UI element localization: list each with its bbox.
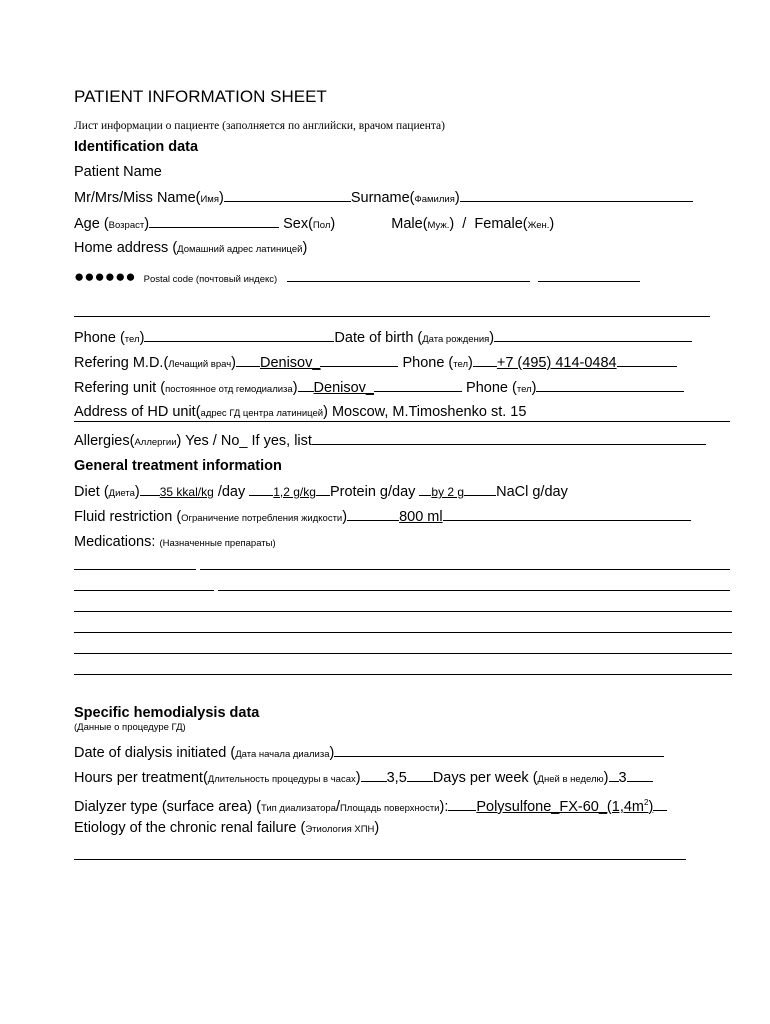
hd-address-line	[74, 421, 730, 422]
male-option[interactable]: Male(Муж.)	[391, 216, 455, 232]
etiology-label: Etiology of the chronic renal failure (	[74, 820, 306, 836]
phone2-label: Phone (	[402, 355, 454, 371]
fluid-ru: Ограничение потребления жидкости	[181, 513, 343, 524]
phone-field[interactable]	[144, 328, 334, 342]
medications-line-4[interactable]	[74, 632, 732, 633]
etiology-row: Etiology of the chronic renal failure (Этиология ХПН)	[74, 820, 380, 836]
allergies-list-field[interactable]	[312, 431, 706, 445]
dialyzer-ru-type: Тип диализатора	[260, 802, 336, 814]
phone3-label: Phone (	[466, 380, 517, 396]
phone-label: Phone (	[74, 330, 125, 346]
fluid-label: Fluid restriction (	[74, 509, 182, 525]
etiology-ru: Этиология ХПН	[305, 824, 375, 835]
age-sex-row: Age (Возраст) Sex(Пол) Male(Муж.) / Female(Жен.)	[74, 216, 555, 232]
postal-code-label: Postal code (почтовый индекс)	[143, 274, 278, 285]
postal-code-field[interactable]	[287, 268, 530, 282]
hd-address-row: Address of HD unit(адрес ГД центра латиницей) Moscow, M.Timoshenko st. 15	[74, 404, 527, 420]
home-address-label: Home address (	[74, 240, 178, 256]
name-ru: Имя	[200, 194, 219, 205]
medications-line-2b[interactable]	[218, 590, 730, 591]
hd-address-value[interactable]: Moscow, M.Timoshenko st. 15	[331, 404, 527, 420]
name-field[interactable]	[224, 188, 351, 202]
nacl-label: NaCl g/day	[496, 484, 568, 500]
referring-unit-row: Refering unit (постоянное отд гемодиализа) Denisov_ Phone (тел)	[74, 378, 684, 399]
dialyzer-row: Dialyzer type (surface area) (Тип диализатора/Площадь поверхности): $Polysulfone\_FX-60\_(1,4m^2)$	[74, 794, 667, 818]
medications-line-6[interactable]	[74, 674, 732, 675]
postal-code-field-2[interactable]	[538, 268, 640, 282]
allergies-label: Allergies(	[74, 433, 135, 449]
medications-line-1a[interactable]	[74, 569, 196, 570]
protein-value[interactable]: 1,2 g/kg	[273, 485, 316, 499]
allergies-options[interactable]: Yes / No	[185, 433, 240, 449]
hd-address-label: Address of HD unit(	[74, 404, 201, 420]
diet-ru: Диета	[108, 488, 135, 499]
general-heading: General treatment information	[74, 458, 282, 474]
referring-md-label: Refering M.D.(	[74, 355, 169, 371]
hours-days-row: Hours per treatment(Длительность процедуры в часах) 3,5 Days per week (Дней в неделю) 3	[74, 768, 653, 789]
diet-kcal-value[interactable]: 35 kkal/kg	[159, 485, 214, 499]
medications-line-1b[interactable]	[200, 569, 730, 570]
medications-ru: (Назначенные препараты)	[159, 538, 276, 549]
fluid-value[interactable]: 800 ml	[399, 509, 443, 525]
dialyzer-value[interactable]: $Polysulfone\_FX-60\_(1,4m^2)$	[476, 798, 654, 815]
dialysis-date-label: Date of dialysis initiated (	[74, 745, 236, 761]
etiology-line[interactable]	[74, 859, 686, 860]
hd-address-ru: адрес ГД центра латиницей	[200, 408, 324, 419]
postal-row	[74, 268, 640, 289]
referring-unit-value[interactable]: Denisov_	[313, 380, 374, 396]
patient-name-label: Patient Name	[74, 164, 162, 180]
per-day-label: /day	[217, 484, 246, 500]
phone2-value[interactable]: +7 (495) 414-0484	[496, 355, 617, 371]
hours-value[interactable]: 3,5	[386, 770, 407, 786]
medications-line-5[interactable]	[74, 653, 732, 654]
home-address-ru: Домашний адрес латиницей	[177, 244, 303, 255]
nacl-value[interactable]: by 2 g	[431, 485, 465, 499]
identification-heading: Identification data	[74, 139, 199, 155]
dialyzer-ru-area: Площадь поверхности	[339, 802, 440, 814]
hours-ru: Длительность процедуры в часах	[207, 774, 356, 785]
allergies-ru: Аллергии	[134, 437, 177, 448]
dob-field[interactable]	[494, 328, 692, 342]
dialysis-date-ru: Дата начала диализа	[235, 749, 330, 760]
referring-unit-ru: постоянное отд гемодиализа	[165, 384, 293, 395]
medications-line-2a[interactable]	[74, 590, 214, 591]
hemodialysis-heading: Specific hemodialysis data	[74, 705, 260, 721]
address-line[interactable]	[74, 316, 710, 317]
name-label: Mr/Mrs/Miss Name(	[74, 190, 201, 206]
diet-label: Diet (	[74, 484, 109, 500]
redacted-address: ●●●●●●	[74, 267, 136, 286]
hemodialysis-heading-ru: (Данные о процедуре ГД)	[74, 722, 186, 733]
referring-md-ru: Лечащий врач	[168, 359, 232, 370]
age-label: Age (	[74, 216, 109, 232]
medications-line-3[interactable]	[74, 611, 732, 612]
dialysis-date-field[interactable]	[334, 743, 664, 757]
allergies-list-label: If yes, list	[251, 433, 312, 449]
referring-md-row: Refering M.D.(Лечащий врач) Denisov_ Phone (тел) +7 (495) 414-0484	[74, 353, 677, 374]
referring-unit-label: Refering unit (	[74, 380, 166, 396]
days-value[interactable]: 3	[618, 770, 627, 786]
dob-label: Date of birth (	[334, 330, 423, 346]
hours-label: Hours per treatment(	[74, 770, 208, 786]
age-ru: Возраст	[108, 220, 145, 231]
phone-dob-row: Phone (тел) Date of birth (Дата рождения)	[74, 328, 692, 349]
fluid-row: Fluid restriction (Ограничение потребления жидкости) 800 ml	[74, 507, 691, 528]
surname-ru: Фамилия	[414, 194, 455, 205]
phone2-ru: тел	[453, 359, 469, 370]
phone3-ru: тел	[516, 384, 532, 395]
phone-ru: тел	[124, 334, 140, 345]
protein-label: Protein g/day	[329, 484, 416, 500]
dialyzer-label: Dialyzer type (surface area) (	[74, 798, 261, 815]
referring-md-value[interactable]: Denisov_	[259, 355, 321, 371]
medications-row	[74, 533, 276, 553]
dialysis-date-row: Date of dialysis initiated (Дата начала диализа)	[74, 743, 664, 764]
name-row: Mr/Mrs/Miss Name(Имя) Surname(Фамилия)	[74, 188, 693, 209]
allergies-row: Allergies(Аллергии) Yes / No_ If yes, list	[74, 431, 706, 452]
days-ru: Дней в неделю	[537, 774, 604, 785]
dob-ru: Дата рождения	[422, 334, 490, 345]
age-field[interactable]	[149, 214, 279, 228]
sex-label: Sex(	[283, 216, 313, 232]
page-subtitle: Лист информации о пациенте (заполняется по английски, врачом пациента)	[74, 120, 445, 132]
sex-ru: Пол	[312, 220, 331, 231]
female-option[interactable]: Female(Жен.)	[474, 216, 555, 232]
phone3-field[interactable]	[536, 378, 684, 392]
page-title: PATIENT INFORMATION SHEET	[74, 87, 327, 106]
days-label: Days per week (	[432, 770, 538, 786]
medications-label: Medications:	[74, 534, 156, 550]
home-address-row: Home address (Домашний адрес латиницей)	[74, 240, 308, 256]
diet-row: Diet (Диета) 35 kkal/kg /day 1,2 g/kg Protein g/day by 2 g NaCl g/day	[74, 484, 568, 500]
surname-label: Surname(	[350, 190, 415, 206]
surname-field[interactable]	[460, 188, 693, 202]
